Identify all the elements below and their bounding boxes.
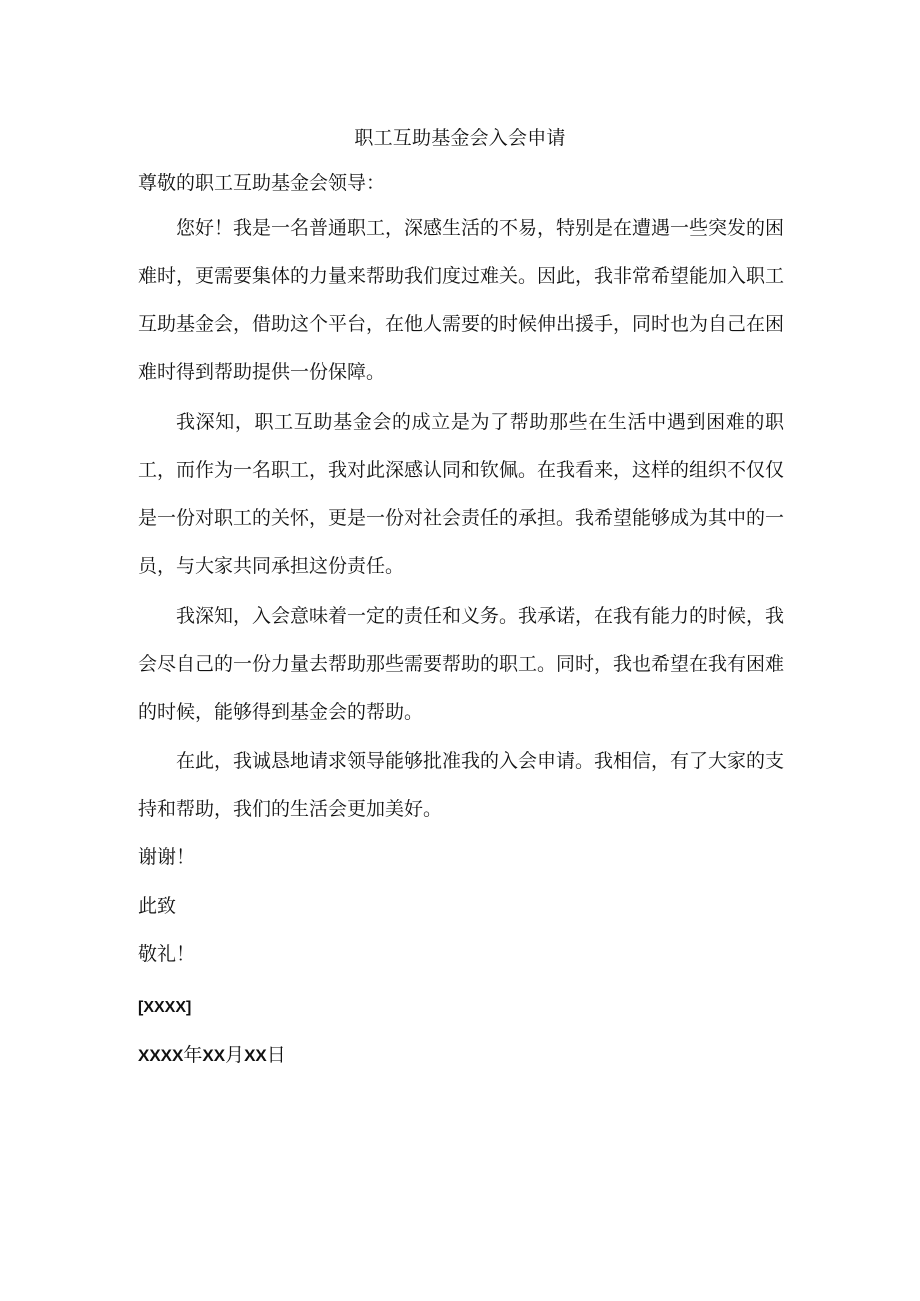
body-paragraph: 在此，我诚恳地请求领导能够批准我的入会申请。我相信，有了大家的支持和帮助，我们的生活会更加美好。 — [138, 750, 785, 820]
body-paragraph: 我深知，入会意味着一定的责任和义务。我承诺，在我有能力的时候，我会尽自己的一份力量去帮助那些需要帮助的职工。同时，我也希望在我有困难的时候，能够得到基金会的帮助。 — [138, 605, 785, 723]
date-year-char: 年 — [183, 1044, 203, 1066]
date-month-char: 月 — [225, 1044, 245, 1066]
date-year: XXXX — [138, 1046, 184, 1065]
date-day: XX — [244, 1046, 267, 1065]
closing-line-1: 此致 — [138, 895, 177, 917]
signature-date — [138, 1041, 286, 1070]
salutation: 尊敬的职工互助基金会领导： — [138, 172, 386, 194]
closing-line-2: 敬礼！ — [138, 943, 196, 965]
document-title: 职工互助基金会入会申请 — [354, 127, 566, 149]
body-paragraph: 我深知，职工互助基金会的成立是为了帮助那些在生活中遇到困难的职工，而作为一名职工，我对此深感认同和钦佩。在我看来，这样的组织不仅仅是一份对职工的关怀，更是一份对社会责任的承担。我希望能够成为其中的一员，与大家共同承担这份责任。 — [138, 411, 785, 577]
date-month: XX — [202, 1046, 226, 1065]
thanks-line: 谢谢！ — [138, 846, 196, 868]
body-paragraph: 您好！我是一名普通职工，深感生活的不易，特别是在遭遇一些突发的困难时，更需要集体的力量来帮助我们度过难关。因此，我非常希望能加入职工互助基金会，借助这个平台，在他人需要的时候伸出援手，同时也为自己在困难时得到帮助提供一份保障。 — [138, 217, 785, 383]
date-day-char: 日 — [266, 1044, 286, 1066]
signature-name: [XXXX] — [138, 999, 192, 1016]
